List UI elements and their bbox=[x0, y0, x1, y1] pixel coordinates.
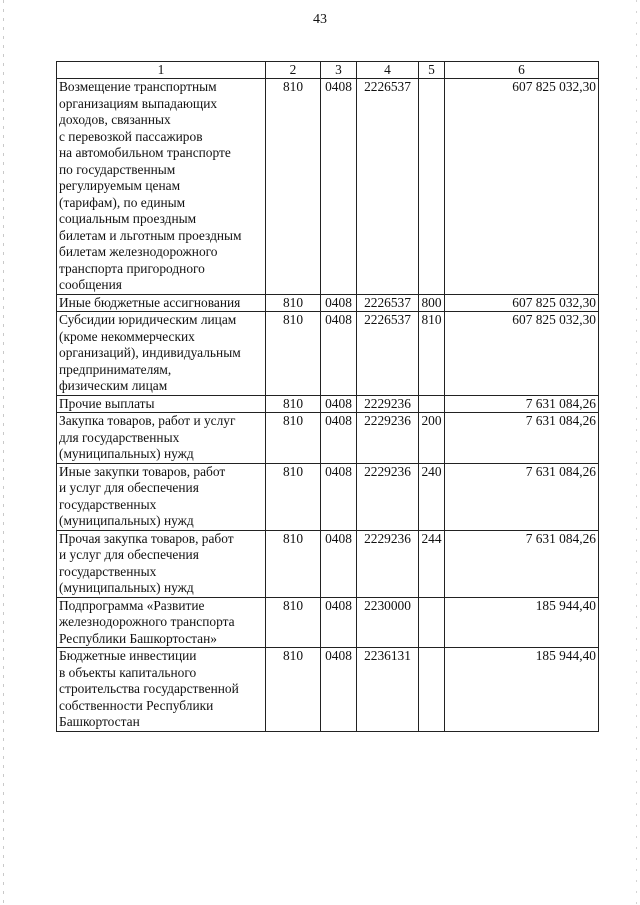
row-code-c3: 0408 bbox=[321, 79, 357, 295]
row-code-c4: 2229236 bbox=[357, 530, 419, 597]
row-code-c4: 2230000 bbox=[357, 597, 419, 648]
row-code-c4: 2229236 bbox=[357, 395, 419, 413]
row-amount: 7 631 084,26 bbox=[445, 463, 599, 530]
row-code-c4: 2226537 bbox=[357, 294, 419, 312]
row-name: Иные закупки товаров, работ и услуг для обеспечения государственных (муниципальных) нужд bbox=[57, 463, 266, 530]
row-code-c4: 2229236 bbox=[357, 463, 419, 530]
row-code-c3: 0408 bbox=[321, 530, 357, 597]
row-code-c3: 0408 bbox=[321, 597, 357, 648]
table-row bbox=[57, 312, 599, 396]
table-row bbox=[57, 530, 599, 597]
row-code-c2: 810 bbox=[266, 530, 321, 597]
table-row bbox=[57, 648, 599, 732]
row-code-c5: 800 bbox=[419, 294, 445, 312]
row-code-c2: 810 bbox=[266, 413, 321, 464]
row-amount: 607 825 032,30 bbox=[445, 294, 599, 312]
header-cell-5: 5 bbox=[419, 62, 445, 79]
row-code-c5: 240 bbox=[419, 463, 445, 530]
row-name: Иные бюджетные ассигнования bbox=[57, 294, 266, 312]
header-cell-3: 3 bbox=[321, 62, 357, 79]
scan-edge-left bbox=[3, 0, 4, 905]
table-row bbox=[57, 395, 599, 413]
row-code-c2: 810 bbox=[266, 79, 321, 295]
row-code-c5 bbox=[419, 79, 445, 295]
row-code-c5 bbox=[419, 648, 445, 732]
row-code-c5: 200 bbox=[419, 413, 445, 464]
header-cell-2: 2 bbox=[266, 62, 321, 79]
row-code-c3: 0408 bbox=[321, 312, 357, 396]
row-code-c3: 0408 bbox=[321, 294, 357, 312]
row-code-c2: 810 bbox=[266, 648, 321, 732]
row-name: Бюджетные инвестиции в объекты капитального строительства государственной собственности Республики Башкортостан bbox=[57, 648, 266, 732]
header-cell-1: 1 bbox=[57, 62, 266, 79]
row-code-c2: 810 bbox=[266, 312, 321, 396]
row-code-c2: 810 bbox=[266, 463, 321, 530]
row-code-c5: 810 bbox=[419, 312, 445, 396]
row-name: Прочая закупка товаров, работ и услуг для обеспечения государственных (муниципальных) нужд bbox=[57, 530, 266, 597]
row-code-c5: 244 bbox=[419, 530, 445, 597]
budget-table bbox=[56, 61, 599, 732]
page-number: 43 bbox=[313, 12, 327, 27]
row-code-c2: 810 bbox=[266, 395, 321, 413]
row-amount: 185 944,40 bbox=[445, 597, 599, 648]
row-amount: 7 631 084,26 bbox=[445, 530, 599, 597]
row-code-c3: 0408 bbox=[321, 395, 357, 413]
row-code-c4: 2236131 bbox=[357, 648, 419, 732]
row-code-c4: 2226537 bbox=[357, 79, 419, 295]
table-row bbox=[57, 597, 599, 648]
row-code-c2: 810 bbox=[266, 597, 321, 648]
table-row bbox=[57, 294, 599, 312]
row-name: Субсидии юридическим лицам (кроме некоммерческих организаций), индивидуальным предпринимателям, физическим лицам bbox=[57, 312, 266, 396]
row-code-c5 bbox=[419, 395, 445, 413]
row-code-c3: 0408 bbox=[321, 463, 357, 530]
row-code-c4: 2226537 bbox=[357, 312, 419, 396]
row-amount: 7 631 084,26 bbox=[445, 395, 599, 413]
table-row bbox=[57, 463, 599, 530]
row-amount: 7 631 084,26 bbox=[445, 413, 599, 464]
row-name: Прочие выплаты bbox=[57, 395, 266, 413]
row-code-c3: 0408 bbox=[321, 413, 357, 464]
row-code-c5 bbox=[419, 597, 445, 648]
row-code-c3: 0408 bbox=[321, 648, 357, 732]
row-name: Закупка товаров, работ и услуг для государственных (муниципальных) нужд bbox=[57, 413, 266, 464]
row-name: Подпрограмма «Развитие железнодорожного транспорта Республики Башкортостан» bbox=[57, 597, 266, 648]
row-amount: 607 825 032,30 bbox=[445, 79, 599, 295]
header-cell-4: 4 bbox=[357, 62, 419, 79]
row-amount: 607 825 032,30 bbox=[445, 312, 599, 396]
header-row bbox=[57, 62, 599, 79]
table-row bbox=[57, 413, 599, 464]
table-row bbox=[57, 79, 599, 295]
row-name: Возмещение транспортным организациям выпадающих доходов, связанных с перевозкой пассажиров на автомобильном транспорте по государственным регулируемым ценам (тарифам), по единым социальным проездным билетам и льготным проездным билетам железнодорожного транспорта пригородного сообщения bbox=[57, 79, 266, 295]
row-code-c2: 810 bbox=[266, 294, 321, 312]
header-cell-6: 6 bbox=[445, 62, 599, 79]
row-code-c4: 2229236 bbox=[357, 413, 419, 464]
row-amount: 185 944,40 bbox=[445, 648, 599, 732]
scan-edge-right bbox=[636, 0, 637, 905]
